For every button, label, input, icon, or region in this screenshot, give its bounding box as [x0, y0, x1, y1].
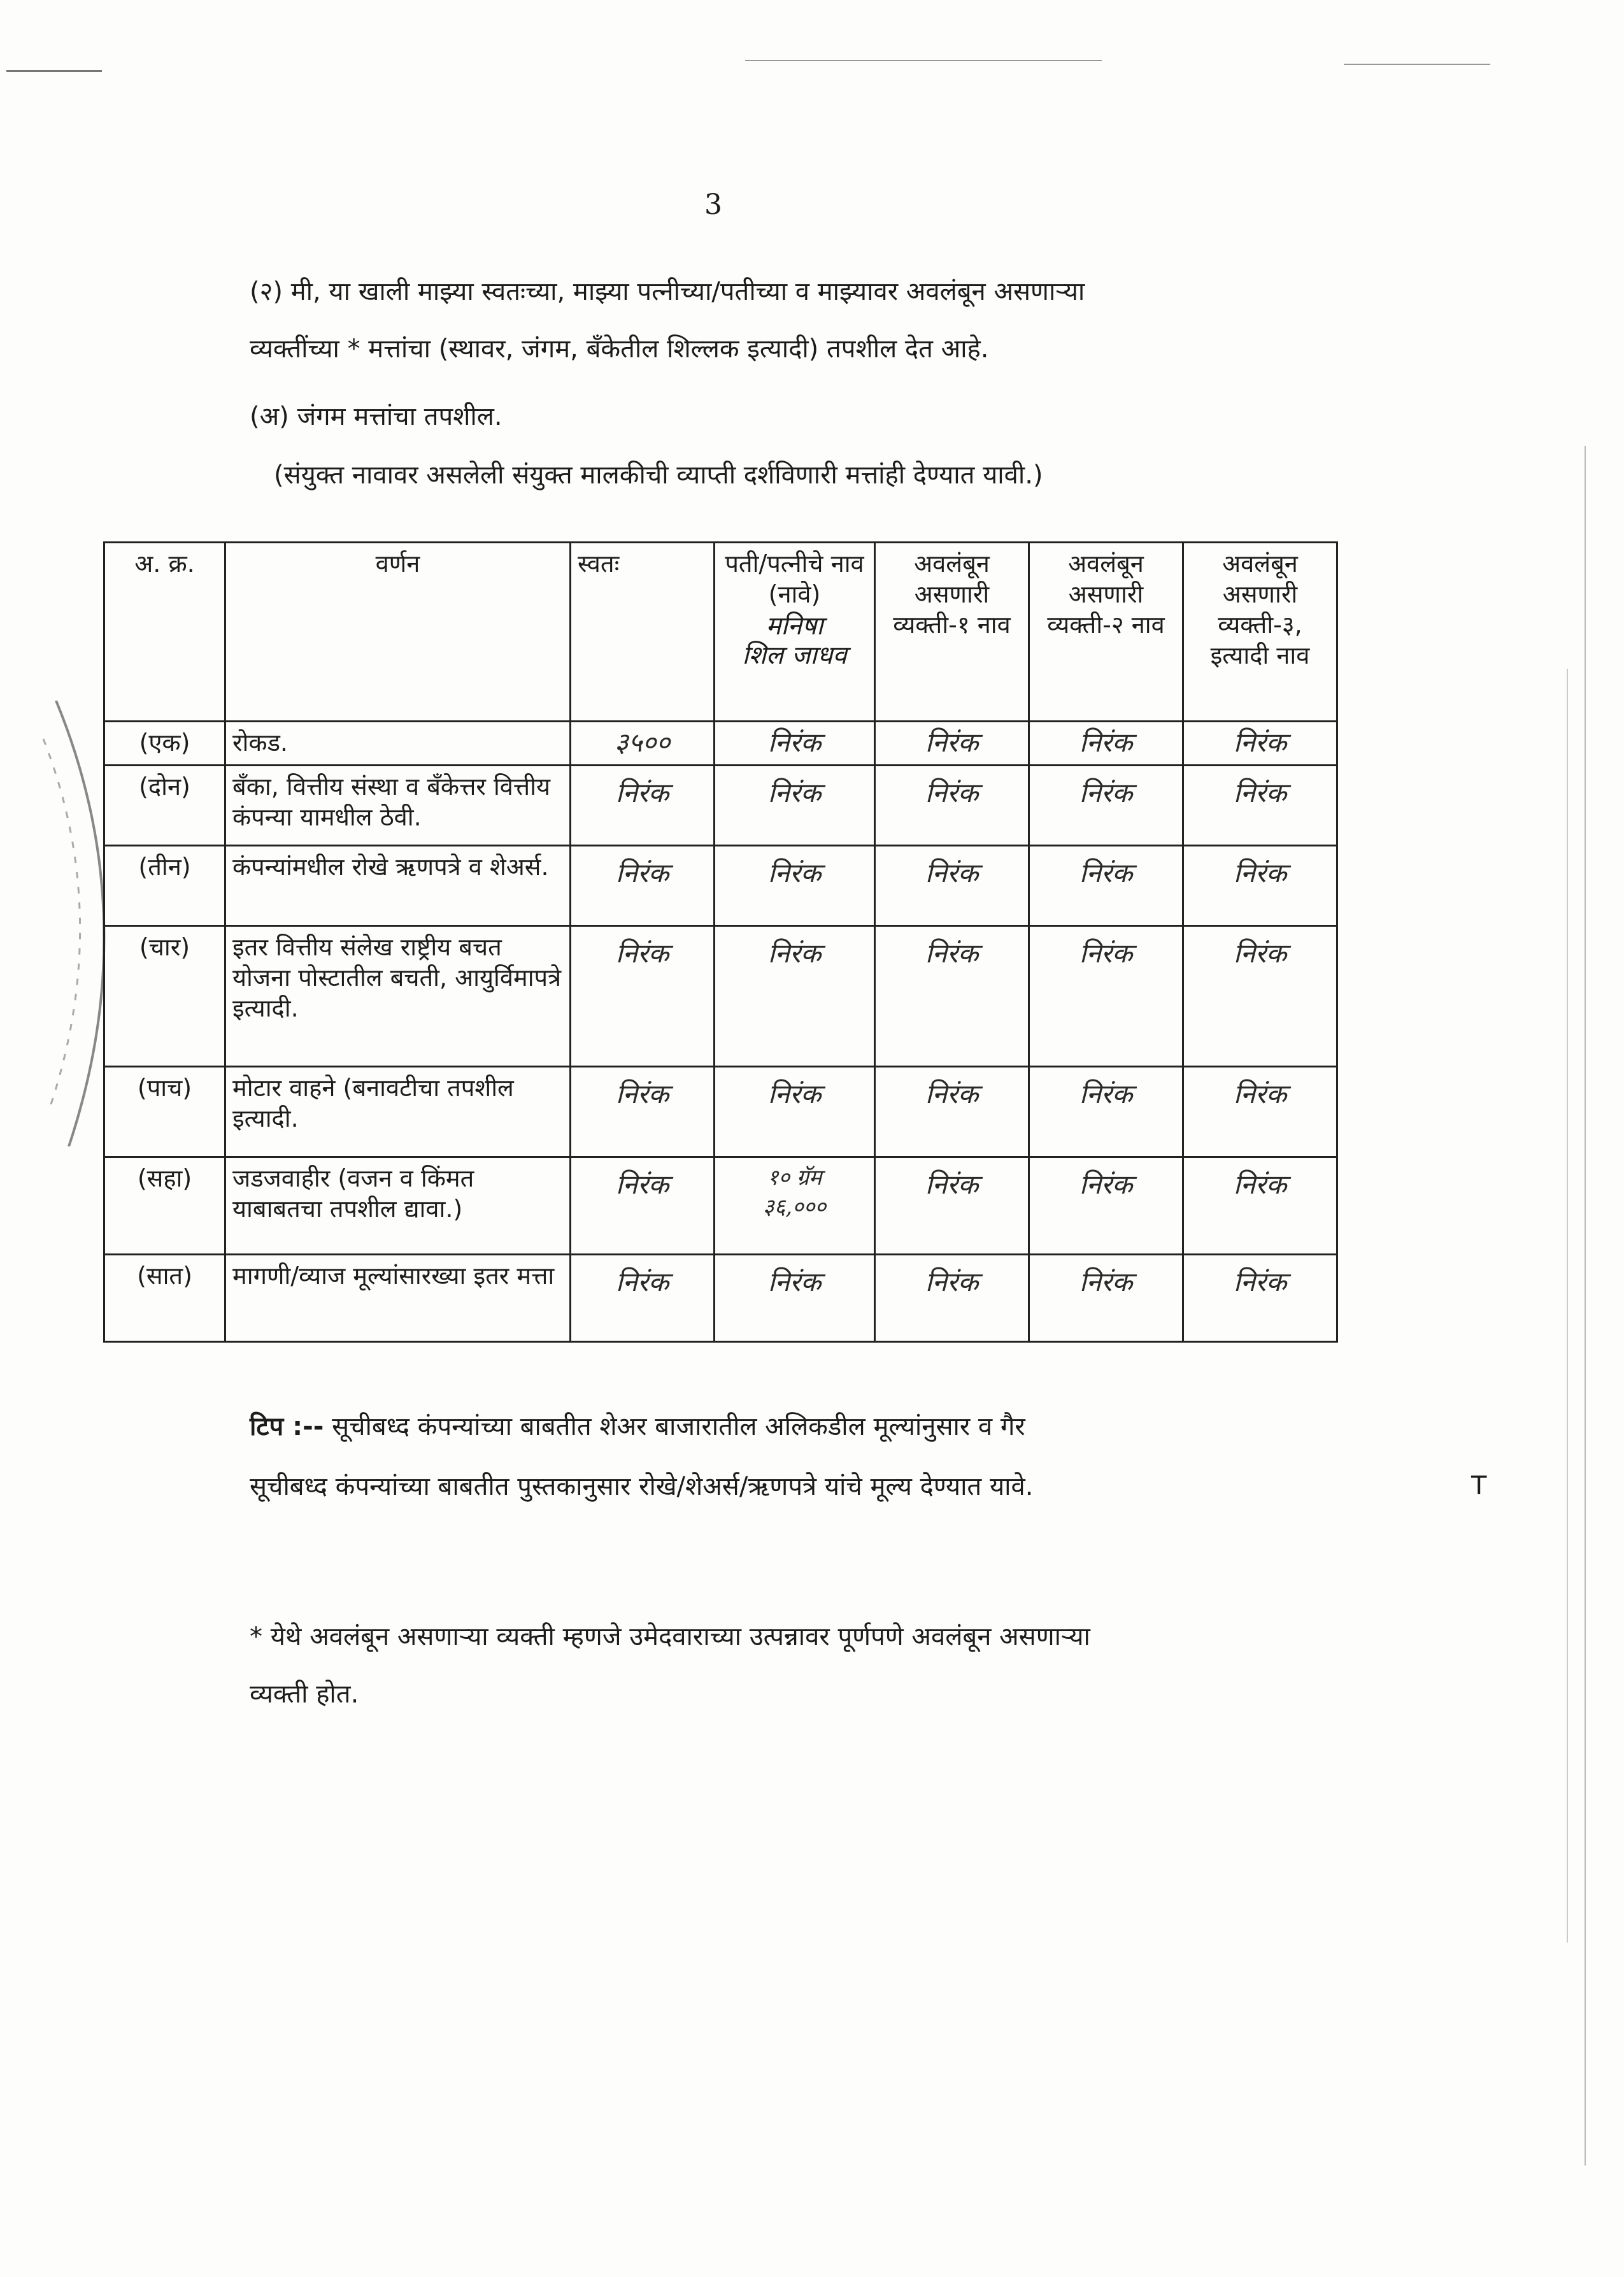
handwritten-value: निरंक	[615, 1169, 669, 1201]
handwritten-value: निरंक	[615, 857, 669, 889]
row-description: मागणी/व्याज मूल्यांसारख्या इतर मत्ता	[225, 1255, 571, 1342]
intro-line-1: (२) मी, या खाली माझ्या स्वतःच्या, माझ्या पत्नीच्या/पतीच्या व माझ्यावर अवलंबून असणाऱ्या	[250, 277, 1085, 306]
table-row	[104, 926, 1337, 1066]
edge-mark: T	[1471, 1471, 1487, 1501]
row-dep2	[1029, 1157, 1183, 1255]
handwritten-value: निरंक	[767, 1078, 822, 1110]
row-dep2	[1029, 722, 1183, 765]
scan-artifact-line	[745, 60, 1102, 61]
row-sr: (तीन)	[104, 846, 225, 926]
row-self	[571, 765, 715, 845]
header-spouse	[715, 543, 875, 722]
handwritten-value: निरंक	[1233, 727, 1287, 759]
header-sr: अ. क्र.	[104, 543, 225, 722]
handwritten-value: निरंक	[615, 776, 669, 808]
handwritten-value: निरंक	[1233, 857, 1287, 889]
row-dep1	[875, 846, 1029, 926]
row-dep3	[1183, 1066, 1337, 1157]
row-self	[571, 722, 715, 765]
handwritten-value: निरंक	[1079, 1169, 1133, 1201]
scan-edge-line	[1567, 669, 1568, 1943]
handwritten-value: निरंक	[615, 938, 669, 969]
handwritten-value: निरंक	[925, 1169, 979, 1201]
intro-line-2: व्यक्तींच्या * मत्तांचा (स्थावर, जंगम, बँकेतील शिल्लक इत्यादी) तपशील देत आहे.	[250, 334, 989, 364]
handwritten-value: निरंक	[1233, 776, 1287, 808]
spouse-name-handwritten-2: शिल जाधव	[742, 641, 847, 670]
row-dep2	[1029, 765, 1183, 845]
table-row	[104, 846, 1337, 926]
row-sr: (सात)	[104, 1255, 225, 1342]
header-self: स्वतः	[571, 543, 715, 722]
spouse-name-handwritten: मनिषा	[766, 611, 823, 641]
handwritten-value: निरंक	[767, 1266, 822, 1298]
header-dependent-3: अवलंबून असणारी व्यक्ती-३, इत्यादी नाव	[1183, 543, 1337, 722]
row-dep2	[1029, 1066, 1183, 1157]
footnote-line-2: व्यक्ती होत.	[250, 1680, 359, 1709]
row-description: रोकड.	[225, 722, 571, 765]
row-sr: (दोन)	[104, 765, 225, 845]
tip-label: टिप :--	[250, 1412, 324, 1441]
row-self	[571, 1157, 715, 1255]
handwritten-value: निरंक	[1079, 1078, 1133, 1110]
handwritten-value: निरंक	[767, 776, 822, 808]
table-row	[104, 1066, 1337, 1157]
tip-line-2: सूचीबध्द कंपन्यांच्या बाबतीत पुस्तकानुसार रोखे/शेअर्स/ऋणपत्रे यांचे मूल्य देण्यात यावे.	[250, 1472, 1034, 1501]
row-description: मोटार वाहने (बनावटीचा तपशील इत्यादी.	[225, 1066, 571, 1157]
row-dep3	[1183, 846, 1337, 926]
row-description: कंपन्यांमधील रोखे ऋणपत्रे व शेअर्स.	[225, 846, 571, 926]
handwritten-value: निरंक	[1079, 727, 1133, 759]
row-spouse	[715, 1255, 875, 1342]
handwritten-value: निरंक	[1233, 1169, 1287, 1201]
row-self	[571, 926, 715, 1066]
row-self	[571, 1066, 715, 1157]
handwritten-value: निरंक	[1233, 1266, 1287, 1298]
row-spouse	[715, 1157, 875, 1255]
handwritten-value: निरंक	[925, 857, 979, 889]
handwritten-value: निरंक	[1233, 938, 1287, 969]
tip-line-1	[250, 1411, 1351, 1442]
handwritten-value: निरंक	[615, 1266, 669, 1298]
handwritten-value: निरंक	[925, 1266, 979, 1298]
row-dep1	[875, 1157, 1029, 1255]
handwritten-value: निरंक	[1233, 1078, 1287, 1110]
handwritten-value: निरंक	[925, 776, 979, 808]
header-dependent-2: अवलंबून असणारी व्यक्ती-२ नाव	[1029, 543, 1183, 722]
row-dep1	[875, 765, 1029, 845]
row-dep1	[875, 926, 1029, 1066]
row-dep3	[1183, 765, 1337, 845]
handwritten-value: निरंक	[1079, 776, 1133, 808]
row-spouse	[715, 1066, 875, 1157]
footnote-line-1: * येथे अवलंबून असणाऱ्या व्यक्ती म्हणजे उमेदवाराच्या उत्पन्नावर पूर्णपणे अवलंबून असणाऱ्या	[250, 1622, 1090, 1652]
table-row	[104, 1255, 1337, 1342]
handwritten-value: निरंक	[925, 727, 979, 759]
header-description: वर्णन	[225, 543, 571, 722]
handwritten-value: निरंक	[615, 1078, 669, 1110]
scan-artifact-line	[6, 70, 102, 72]
movable-assets-table	[103, 541, 1338, 1343]
handwritten-value: निरंक	[1079, 857, 1133, 889]
row-spouse	[715, 926, 875, 1066]
row-dep2	[1029, 926, 1183, 1066]
row-dep1	[875, 1255, 1029, 1342]
row-sr: (एक)	[104, 722, 225, 765]
handwritten-value: निरंक	[767, 727, 822, 759]
scan-artifact-line	[1344, 64, 1490, 65]
handwritten-value-2: ३६,०००	[762, 1194, 827, 1220]
row-sr: (चार)	[104, 926, 225, 1066]
row-dep3	[1183, 1255, 1337, 1342]
table-row	[104, 1157, 1337, 1255]
handwritten-value: निरंक	[1079, 1266, 1133, 1298]
row-dep1	[875, 1066, 1029, 1157]
handwritten-value: निरंक	[767, 857, 822, 889]
table-row	[104, 765, 1337, 845]
row-dep2	[1029, 846, 1183, 926]
row-spouse	[715, 846, 875, 926]
header-dependent-1: अवलंबून असणारी व्यक्ती-१ नाव	[875, 543, 1029, 722]
row-description: इतर वित्तीय संलेख राष्ट्रीय बचत योजना पोस्टातील बचती, आयुर्विमापत्रे इत्यादी.	[225, 926, 571, 1066]
table-row	[104, 722, 1337, 765]
row-sr: (पाच)	[104, 1066, 225, 1157]
intro-line-3: (अ) जंगम मत्तांचा तपशील.	[250, 402, 502, 431]
row-self	[571, 846, 715, 926]
handwritten-value: निरंक	[925, 1078, 979, 1110]
header-spouse-label: पती/पत्नीचे नाव (नावे)	[725, 550, 864, 608]
row-spouse	[715, 722, 875, 765]
row-dep1	[875, 722, 1029, 765]
row-spouse	[715, 765, 875, 845]
handwritten-value: निरंक	[1079, 938, 1133, 969]
row-dep2	[1029, 1255, 1183, 1342]
row-dep3	[1183, 926, 1337, 1066]
row-description: बँका, वित्तीय संस्था व बँकेत्तर वित्तीय कंपन्या यामधील ठेवी.	[225, 765, 571, 845]
row-dep3	[1183, 1157, 1337, 1255]
intro-line-4: (संयुक्त नावावर असलेली संयुक्त मालकीची व्याप्ती दर्शविणारी मत्तांही देण्यात यावी.)	[274, 460, 1043, 490]
handwritten-value: १० ग्रॅम	[767, 1165, 822, 1191]
page-number: 3	[704, 189, 722, 221]
row-description: जडजवाहीर (वजन व किंमत याबाबतचा तपशील द्यावा.)	[225, 1157, 571, 1255]
tip-text-1: सूचीबध्द कंपन्यांच्या बाबतीत शेअर बाजारातील अलिकडील मूल्यांनुसार व गैर	[332, 1412, 1025, 1441]
row-self	[571, 1255, 715, 1342]
scan-edge-line	[1585, 446, 1586, 2166]
table-header-row	[104, 543, 1337, 722]
row-sr: (सहा)	[104, 1157, 225, 1255]
handwritten-value: ३५००	[614, 727, 671, 759]
handwritten-value: निरंक	[925, 938, 979, 969]
handwritten-value: निरंक	[767, 938, 822, 969]
row-dep3	[1183, 722, 1337, 765]
